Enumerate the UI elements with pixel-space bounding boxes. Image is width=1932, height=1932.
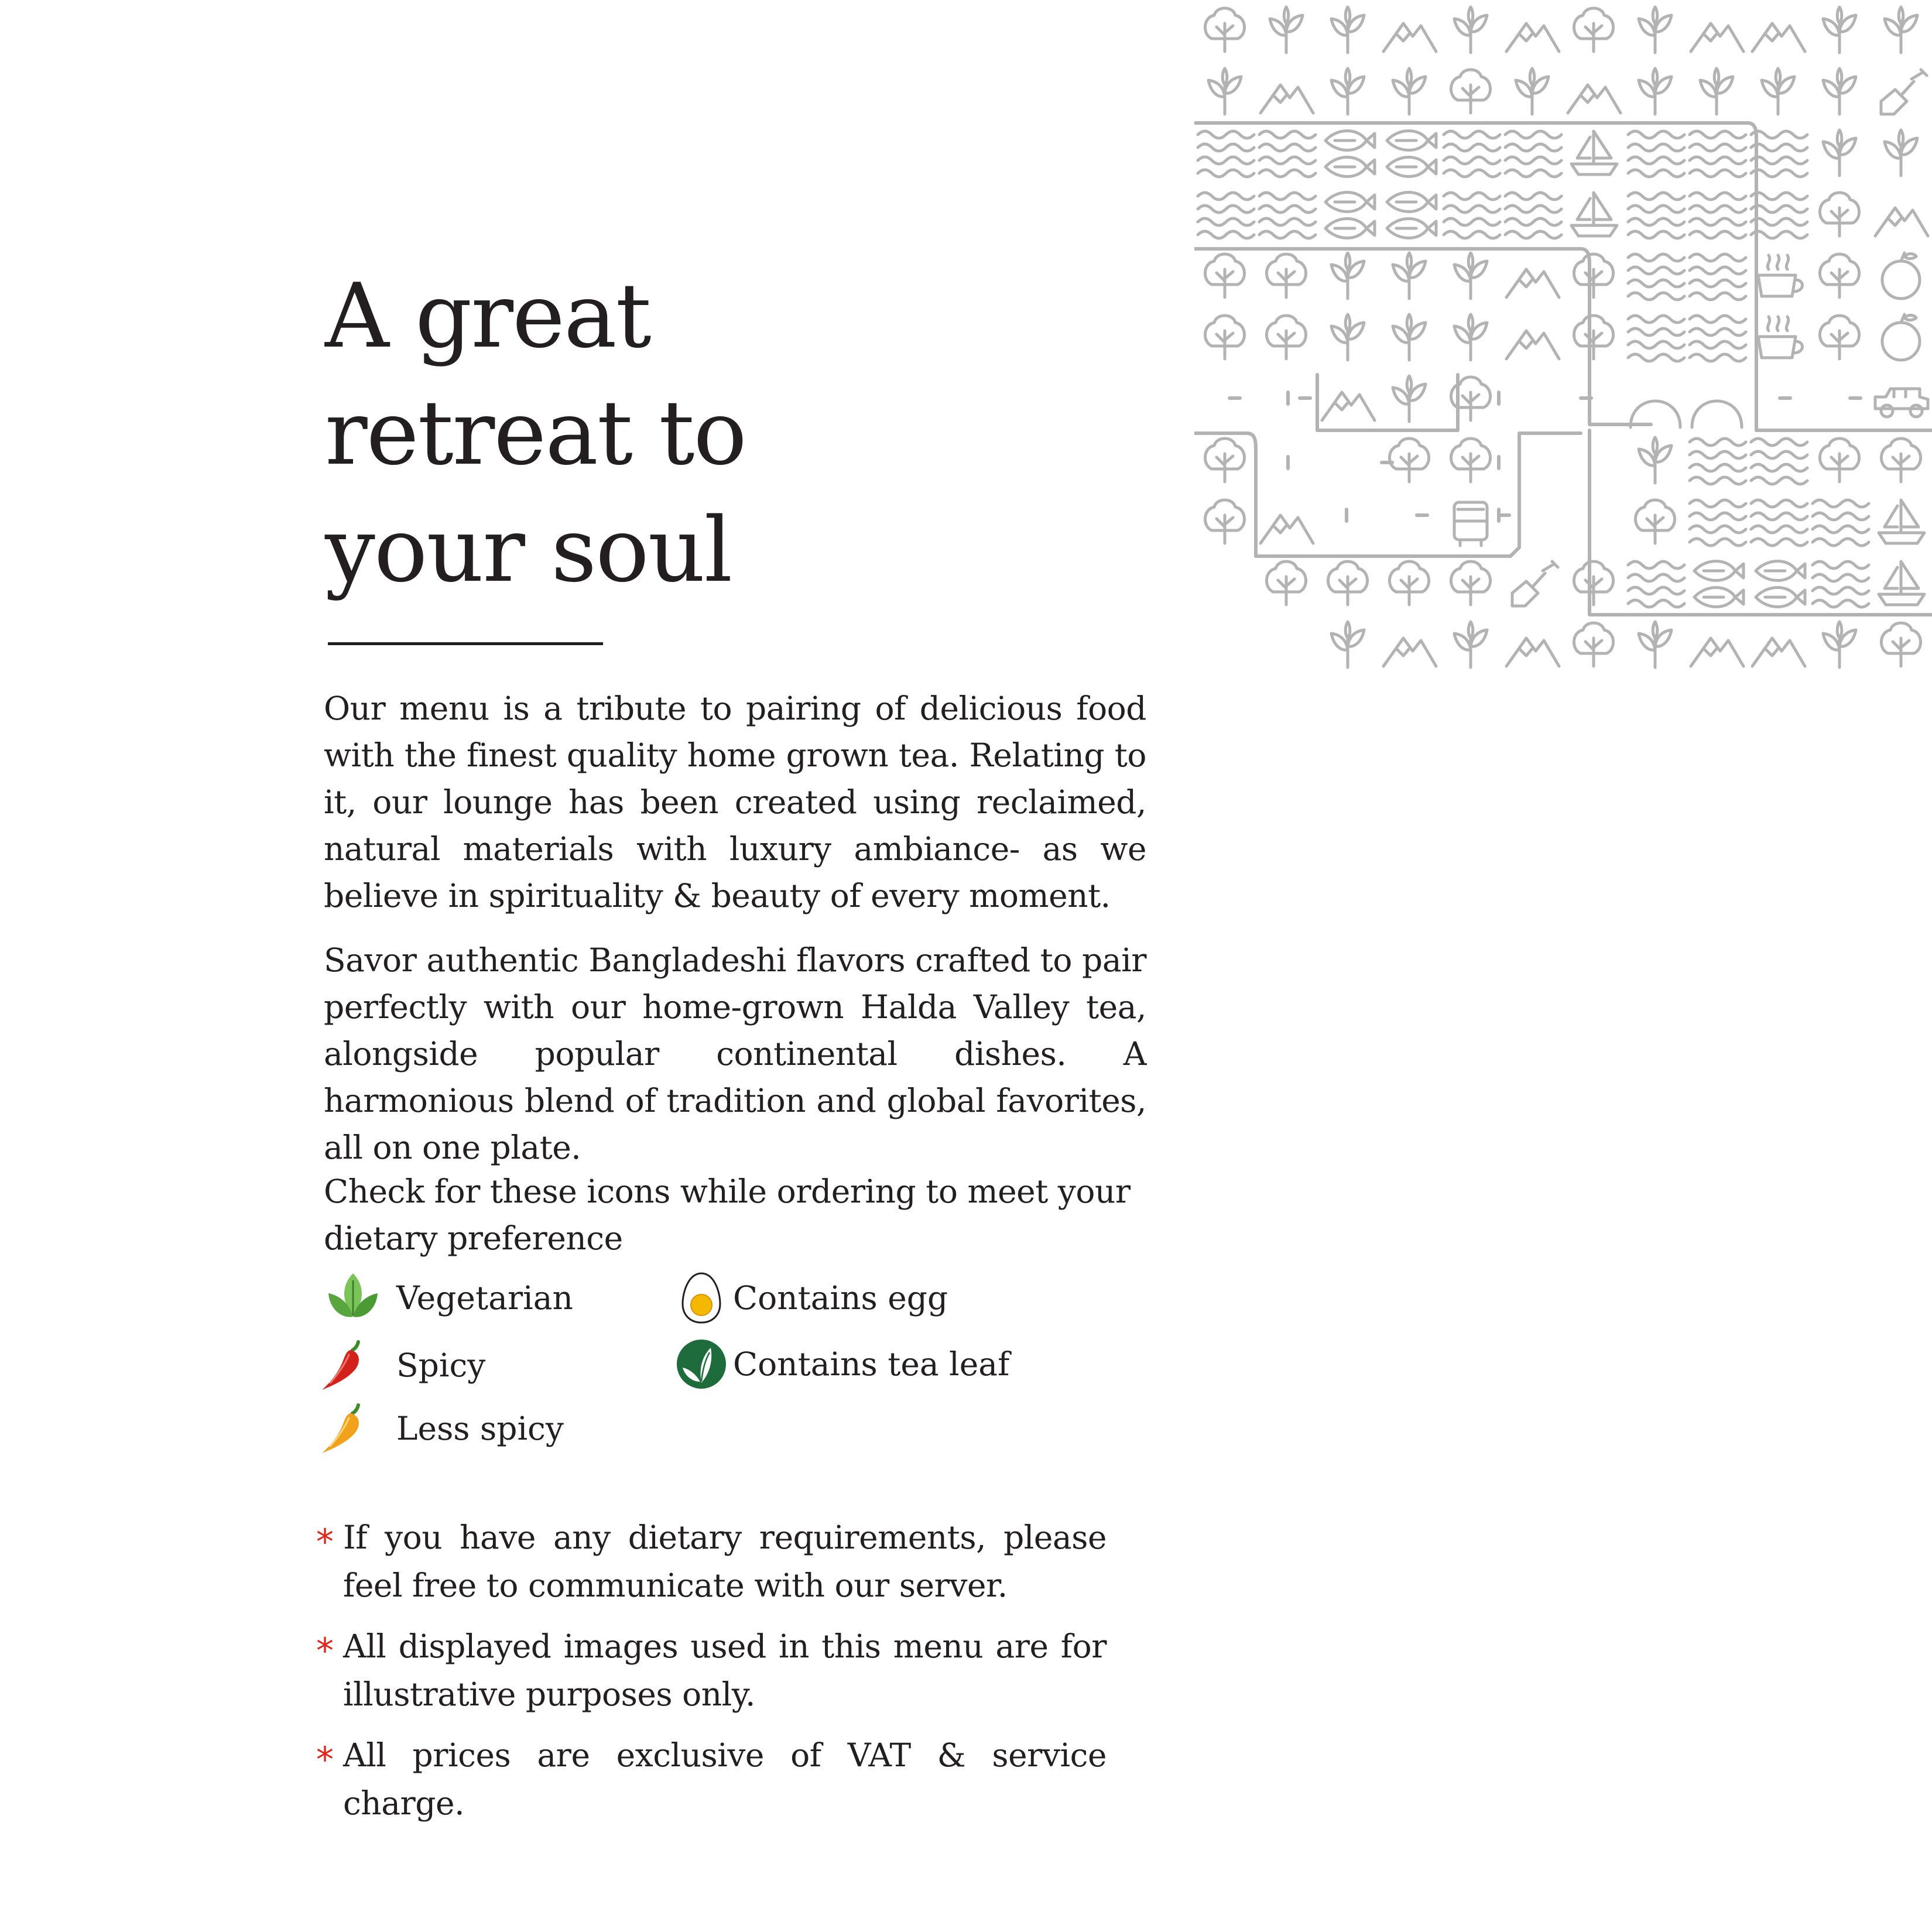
red-chili-icon (316, 1336, 375, 1395)
vegetarian-leaf-icon (324, 1269, 382, 1327)
legend-less-spicy-label: Less spicy (396, 1410, 564, 1447)
legend-spicy-label: Spicy (396, 1347, 486, 1384)
legend-egg (672, 1269, 948, 1327)
asterisk-icon: * (316, 1739, 334, 1780)
note-item (316, 1731, 1107, 1827)
title-line-2: retreat to (325, 381, 746, 485)
intro-paragraph-1: Our menu is a tribute to pairing of delicious food with the finest quality home grown tea. Relating to it, our lounge has been created using reclaimed, natural materials with luxury ambiance- as we believe in spirituality & beauty of every moment. (324, 690, 1146, 914)
title-line-3: your soul (325, 498, 732, 602)
legend-tea-leaf (672, 1335, 1010, 1393)
note-text: All prices are exclusive of VAT & service charge. (343, 1736, 1107, 1822)
line-art-pattern-icon (1194, 0, 1932, 697)
intro-paragraph-2: Savor authentic Bangladeshi flavors crafted to pair perfectly with our home-grown Halda Valley tea, alongside popular continental dishes. A harmonious blend of tradition and global favorites, all on one plate. (324, 941, 1146, 1166)
orange-chili-icon (316, 1399, 375, 1458)
note-text: All displayed images used in this menu are for illustrative purposes only. (343, 1628, 1107, 1713)
legend-spicy (316, 1336, 486, 1395)
egg-icon (672, 1269, 731, 1327)
legend-vegetarian (324, 1269, 573, 1327)
page-title (325, 258, 852, 609)
decorative-pattern (1194, 0, 1932, 697)
legend-vegetarian-label: Vegetarian (396, 1279, 573, 1317)
title-line-1: A great (325, 264, 650, 368)
note-item (316, 1513, 1107, 1609)
asterisk-icon: * (316, 1522, 334, 1563)
asterisk-icon: * (316, 1630, 334, 1671)
legend-egg-label: Contains egg (733, 1279, 948, 1317)
note-text: If you have any dietary requirements, please feel free to communicate with our server. (343, 1519, 1107, 1604)
note-item (316, 1622, 1107, 1718)
title-divider (328, 642, 603, 645)
legend-tea-leaf-label: Contains tea leaf (733, 1345, 1010, 1383)
intro-text (324, 685, 1146, 1188)
legend-less-spicy (316, 1399, 564, 1458)
tea-leaf-icon (672, 1335, 731, 1393)
notes-list (316, 1513, 1107, 1840)
legend-intro: Check for these icons while ordering to meet your dietary preference (324, 1173, 1131, 1257)
